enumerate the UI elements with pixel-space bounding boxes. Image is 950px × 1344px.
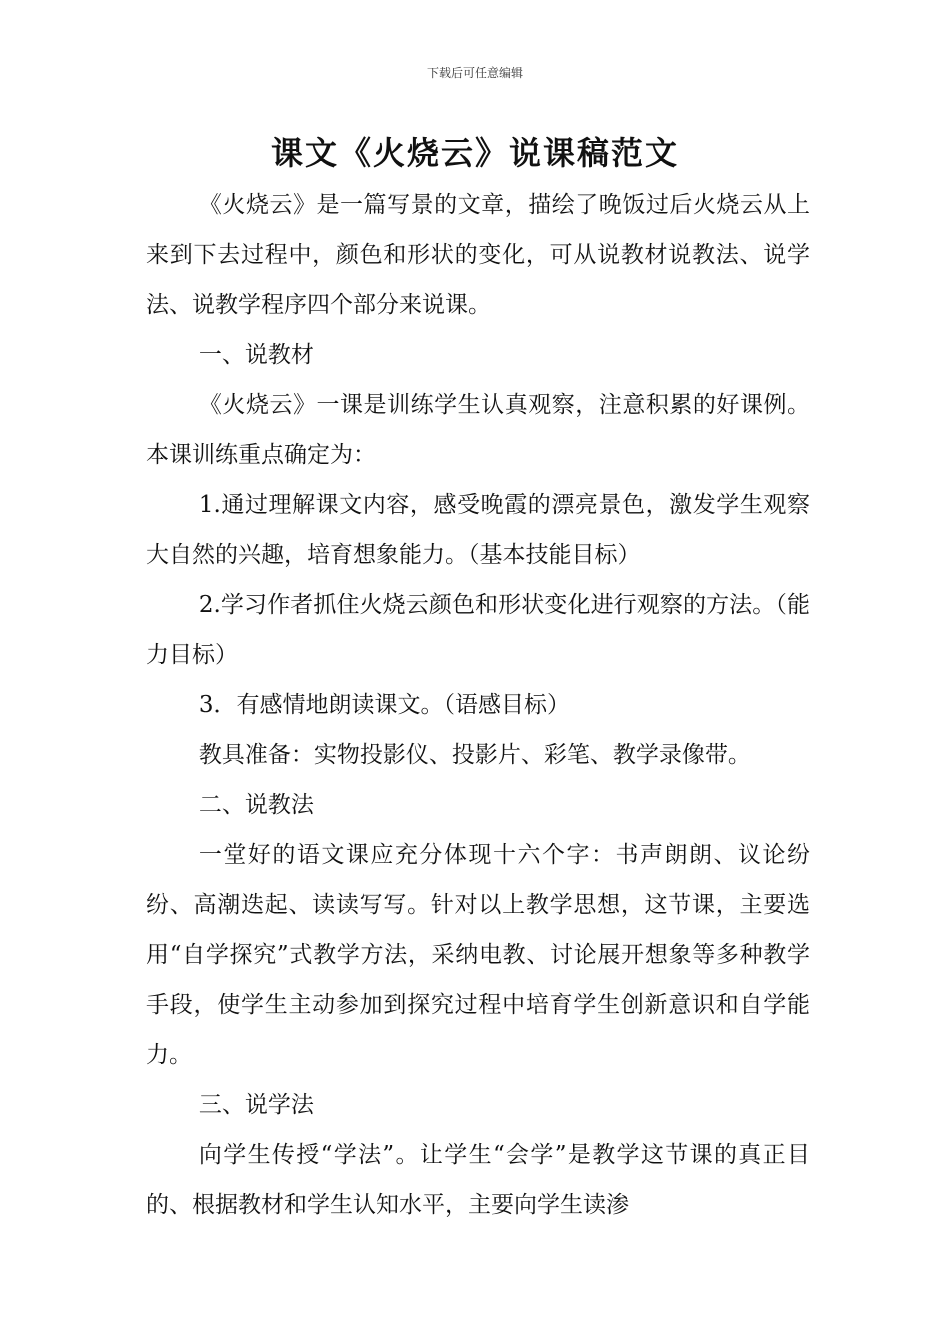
document-body <box>146 180 810 1230</box>
document-title: 课文《火烧云》说课稿范文 <box>270 134 679 172</box>
page-header-note: 下载后可任意编辑 <box>426 66 523 80</box>
goal-item-3: 3．有感情地朗读课文。（语感目标） <box>198 692 571 718</box>
section-heading-teaching-method: 二、说教法 <box>198 792 314 818</box>
paragraph-material-intro: 《火烧云》一课是训练学生认真观察，注意积累的好课例。本课训练重点确定为： <box>146 392 810 468</box>
paragraph-teaching-method: 一堂好的语文课应充分体现十六个字：书声朗朗、议论纷纷、高潮迭起、读读写写。针对以上教学思想，这节课，主要选用“自学探究”式教学方法，采纳电教、讨论展开想象等多种教学手段，使学生主动参加到探究过程中培育学生创新意识和自学能力。 <box>146 842 810 1068</box>
section-heading-teaching-material: 一、说教材 <box>198 342 314 368</box>
goal-item-1: 1.通过理解课文内容，感受晚霞的漂亮景色，激发学生观察大自然的兴趣，培育想象能力。（基本技能目标） <box>146 492 810 568</box>
teaching-aids-paragraph: 教具准备：实物投影仪、投影片、彩笔、教学录像带。 <box>198 742 751 768</box>
paragraph-learning-method: 向学生传授“学法”。让学生“会学”是教学这节课的真正目的、根据教材和学生认知水平，主要向学生读渗 <box>146 1142 810 1218</box>
section-heading-learning-method: 三、说学法 <box>198 1092 314 1118</box>
goal-item-2: 2.学习作者抓住火烧云颜色和形状变化进行观察的方法。（能力目标） <box>146 592 810 668</box>
intro-paragraph: 《火烧云》是一篇写景的文章，描绘了晚饭过后火烧云从上来到下去过程中，颜色和形状的变化，可从说教材说教法、说学法、说教学程序四个部分来说课。 <box>146 192 810 318</box>
